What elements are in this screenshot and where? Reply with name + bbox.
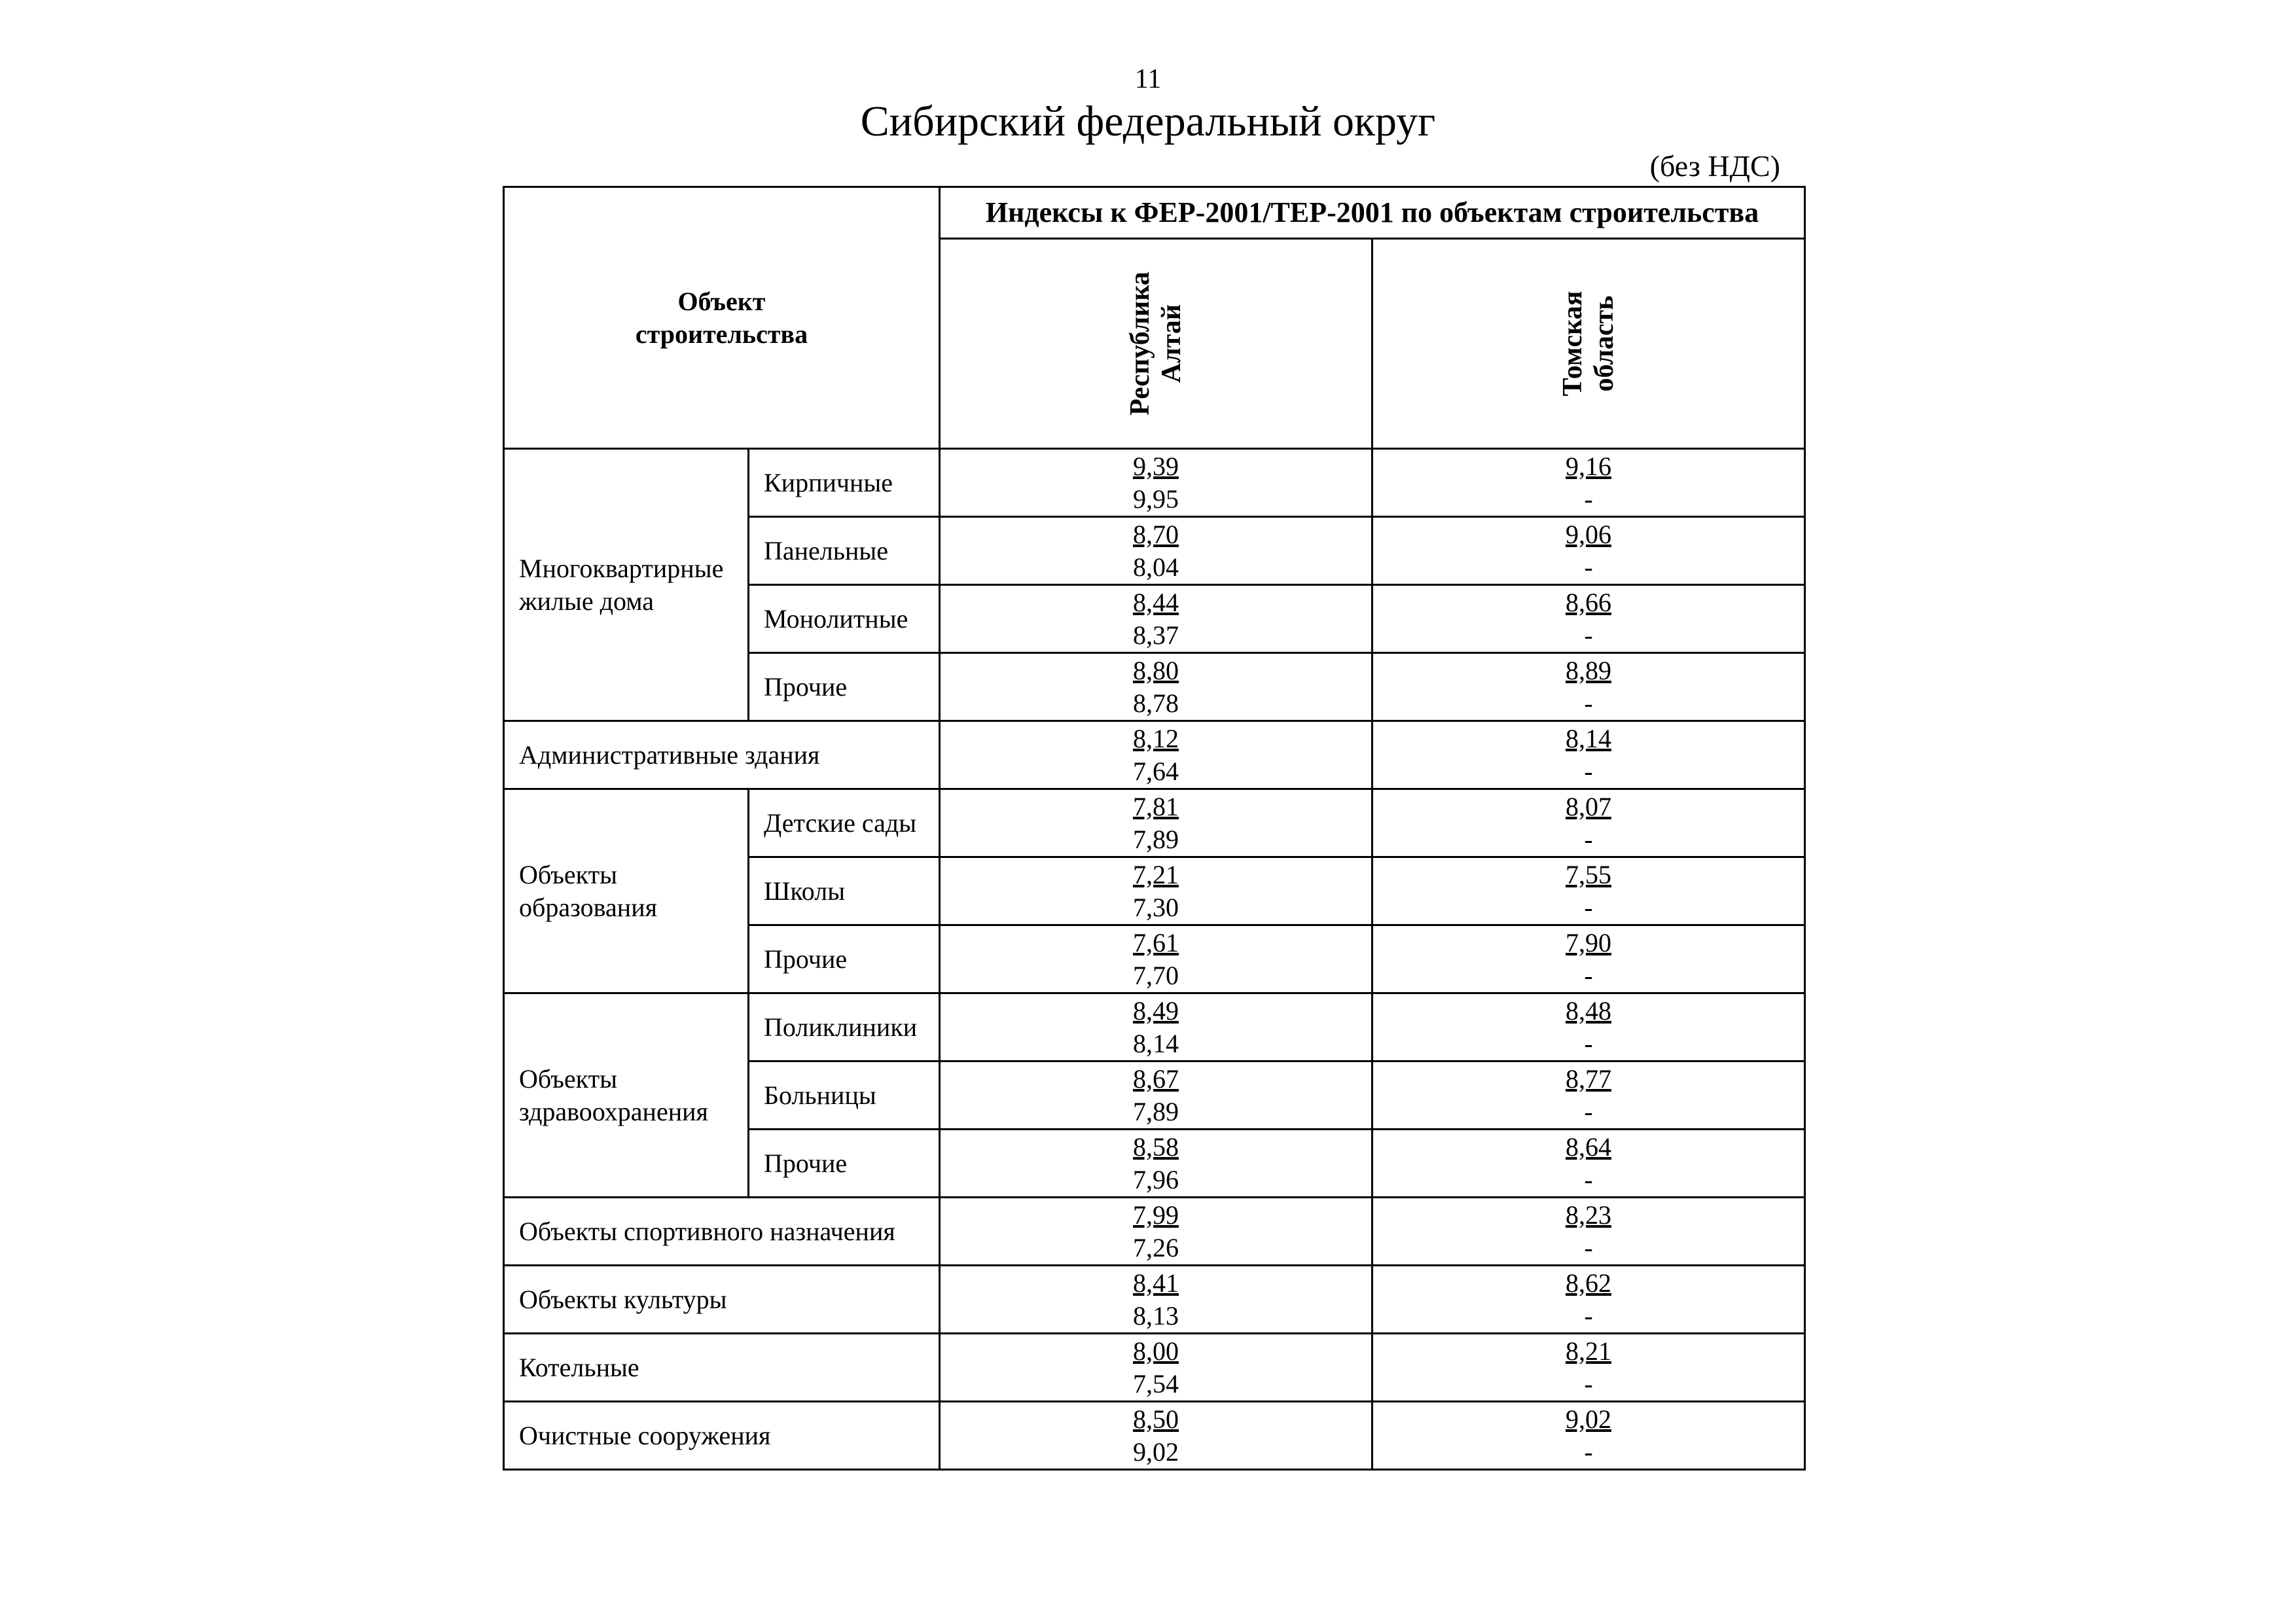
- value-tomsk: 8,66 -: [1372, 585, 1805, 653]
- row-label: Детские сады: [749, 789, 940, 857]
- group-health: Объекты здравоохранения: [504, 993, 749, 1198]
- row-label: Панельные: [749, 517, 940, 585]
- row-label: Прочие: [749, 653, 940, 721]
- group-housing: Многоквартирные жилые дома: [504, 449, 749, 721]
- value-tomsk: 8,07 -: [1372, 789, 1805, 857]
- row-label: Объекты спортивного назначения: [504, 1198, 940, 1266]
- table-row: [504, 1198, 1805, 1266]
- page-title: Сибирский федеральный округ: [860, 98, 1436, 145]
- value-altai: 9,39 9,95: [940, 449, 1372, 517]
- value-altai: 7,21 7,30: [940, 857, 1372, 925]
- value-altai: 8,50 9,02: [940, 1402, 1372, 1470]
- value-tomsk: 8,21 -: [1372, 1334, 1805, 1402]
- row-label: Объекты культуры: [504, 1266, 940, 1334]
- value-tomsk: 7,55 -: [1372, 857, 1805, 925]
- index-table: [503, 186, 1806, 1471]
- page-number: 11: [1134, 64, 1162, 94]
- value-tomsk: 8,89 -: [1372, 653, 1805, 721]
- value-tomsk: 9,02 -: [1372, 1402, 1805, 1470]
- value-tomsk: 7,90 -: [1372, 925, 1805, 993]
- table-row: [504, 1266, 1805, 1334]
- row-label: Котельные: [504, 1334, 940, 1402]
- row-label: Административные здания: [504, 721, 940, 789]
- value-altai: 8,67 7,89: [940, 1061, 1372, 1130]
- table-row: [504, 449, 1805, 517]
- value-altai: 8,00 7,54: [940, 1334, 1372, 1402]
- row-label: Поликлиники: [749, 993, 940, 1061]
- value-tomsk: 8,64 -: [1372, 1130, 1805, 1198]
- vat-note: (без НДС): [1649, 149, 1780, 183]
- row-label: Очистные сооружения: [504, 1402, 940, 1470]
- value-altai: 8,41 8,13: [940, 1266, 1372, 1334]
- value-altai: 8,12 7,64: [940, 721, 1372, 789]
- value-altai: 8,70 8,04: [940, 517, 1372, 585]
- value-altai: 8,49 8,14: [940, 993, 1372, 1061]
- value-tomsk: 8,62 -: [1372, 1266, 1805, 1334]
- value-altai: 8,58 7,96: [940, 1130, 1372, 1198]
- table-row: [504, 789, 1805, 857]
- value-altai: 7,61 7,70: [940, 925, 1372, 993]
- value-tomsk: 8,77 -: [1372, 1061, 1805, 1130]
- group-education: Объекты образования: [504, 789, 749, 993]
- value-tomsk: 8,48 -: [1372, 993, 1805, 1061]
- value-tomsk: 9,16 -: [1372, 449, 1805, 517]
- row-label: Прочие: [749, 925, 940, 993]
- table-row: [504, 1334, 1805, 1402]
- value-altai: 8,44 8,37: [940, 585, 1372, 653]
- row-label: Кирпичные: [749, 449, 940, 517]
- header-region-altai: Республика Алтай: [940, 239, 1372, 449]
- header-indices: Индексы к ФЕР-2001/ТЕР-2001 по объектам строительства: [940, 187, 1805, 239]
- table-row: [504, 1402, 1805, 1470]
- table-row: [504, 993, 1805, 1061]
- row-label: Больницы: [749, 1061, 940, 1130]
- row-label: Монолитные: [749, 585, 940, 653]
- row-label: Прочие: [749, 1130, 940, 1198]
- table-row: [504, 721, 1805, 789]
- value-altai: 8,80 8,78: [940, 653, 1372, 721]
- value-tomsk: 8,14 -: [1372, 721, 1805, 789]
- value-altai: 7,99 7,26: [940, 1198, 1372, 1266]
- header-region-tomsk: Томская область: [1372, 239, 1805, 449]
- row-label: Школы: [749, 857, 940, 925]
- value-tomsk: 9,06 -: [1372, 517, 1805, 585]
- header-object: Объект строительства: [504, 187, 940, 449]
- value-altai: 7,81 7,89: [940, 789, 1372, 857]
- value-tomsk: 8,23 -: [1372, 1198, 1805, 1266]
